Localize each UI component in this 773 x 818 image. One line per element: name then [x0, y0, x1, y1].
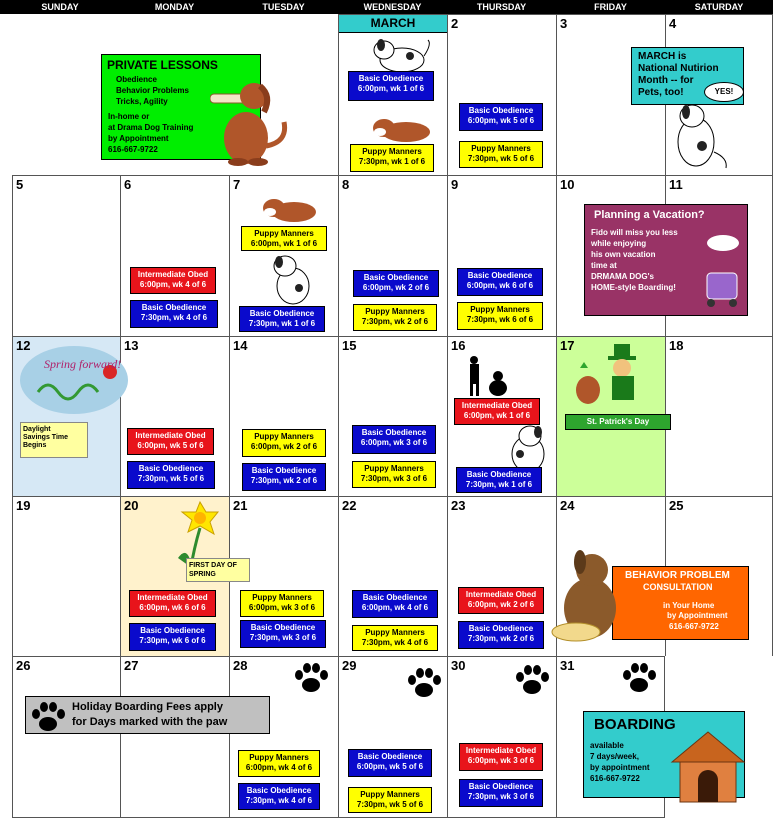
- nutrition-line: Pets, too!: [638, 87, 684, 98]
- holiday-line: Holiday Boarding Fees apply: [72, 701, 223, 713]
- paw-icon: [406, 666, 442, 700]
- spring-line: SPRING: [189, 571, 216, 578]
- date-number: 21: [233, 498, 248, 513]
- sleeping-dog-clipart: [370, 108, 434, 144]
- event-title: Puppy Manners: [254, 229, 314, 238]
- spring-line: FIRST DAY OF: [189, 562, 237, 569]
- day-cell-5: [12, 175, 120, 336]
- date-number: 27: [124, 658, 139, 673]
- date-number: 7: [233, 177, 241, 192]
- doghouse-clipart: [668, 728, 748, 806]
- service-item: Tricks, Agility: [116, 97, 168, 106]
- event-intermediate-obedience[interactable]: [129, 590, 216, 617]
- holiday-line: for Days marked with the paw: [72, 716, 228, 728]
- event-time: 6:00pm, wk 1 of 6: [357, 84, 425, 93]
- event-puppy-manners[interactable]: [240, 590, 324, 617]
- event-time: 7:30pm, wk 6 of 6: [139, 636, 206, 645]
- date-number: 24: [560, 498, 575, 513]
- date-number: 30: [451, 658, 466, 673]
- nutrition-line: National Nutirion: [638, 63, 719, 74]
- date-number: 28: [233, 658, 248, 673]
- event-basic-obedience[interactable]: [459, 103, 543, 131]
- event-title: Puppy Manners: [365, 307, 425, 316]
- sleeping-dog-clipart: [260, 190, 322, 226]
- private-lessons-services: [116, 74, 189, 107]
- event-time: 7:30pm, wk 4 of 6: [140, 313, 208, 322]
- event-basic-obedience[interactable]: [239, 306, 325, 332]
- event-title: Basic Obedience: [246, 786, 312, 795]
- date-number: 26: [16, 658, 31, 673]
- event-basic-obedience[interactable]: [456, 467, 542, 493]
- event-title: Basic Obedience: [141, 303, 207, 312]
- chewing-dog-clipart: [550, 548, 626, 648]
- vacation-line: DRMAMA DOG's: [591, 272, 654, 281]
- event-title: Basic Obedience: [362, 593, 428, 602]
- event-title: Intermediate Obed: [135, 431, 206, 440]
- st-patricks-label: St. Patrick's Day: [565, 414, 671, 430]
- event-title: Puppy Manners: [360, 790, 420, 799]
- event-time: 6:00pm, wk 2 of 6: [467, 600, 535, 609]
- event-puppy-manners[interactable]: [352, 461, 436, 488]
- event-basic-obedience[interactable]: [352, 425, 436, 454]
- event-time: 6:00pm, wk 6 of 6: [139, 603, 206, 612]
- event-puppy-manners[interactable]: [242, 429, 326, 457]
- weekday-friday: FRIDAY: [594, 2, 627, 12]
- date-number: 25: [669, 498, 684, 513]
- event-title: Basic Obedience: [468, 624, 534, 633]
- boarding-details: [590, 740, 650, 784]
- date-number: 23: [451, 498, 466, 513]
- event-time: 6:00pm, wk 5 of 6: [467, 116, 535, 125]
- dog-with-bone-clipart: [210, 76, 290, 168]
- boarding-line: by appointment: [590, 763, 650, 772]
- event-time: 7:30pm, wk 3 of 6: [467, 792, 535, 801]
- dog-clipart: [265, 254, 321, 306]
- event-basic-obedience[interactable]: [459, 779, 543, 807]
- weekday-wednesday: WEDNESDAY: [363, 2, 422, 12]
- event-basic-obedience[interactable]: [127, 461, 215, 489]
- paw-icon: [293, 661, 329, 695]
- behavior-line: in Your Home: [663, 601, 715, 610]
- event-title: Basic Obedience: [467, 271, 533, 280]
- event-time: 7:30pm, wk 4 of 6: [245, 796, 313, 805]
- date-number: 3: [560, 16, 568, 31]
- behavior-line: BEHAVIOR PROBLEM: [625, 570, 730, 581]
- event-intermediate-obedience[interactable]: [459, 743, 543, 771]
- date-number: 9: [451, 177, 459, 192]
- dst-line: Daylight: [23, 426, 51, 433]
- vacation-line: HOME-style Boarding!: [591, 283, 676, 292]
- event-basic-obedience[interactable]: [242, 463, 326, 491]
- behavior-line: by Appointment: [667, 611, 728, 620]
- event-time: 6:00pm, wk 2 of 6: [362, 283, 430, 292]
- date-number: 18: [669, 338, 684, 353]
- event-basic-obedience[interactable]: [352, 590, 438, 618]
- service-item: Behavior Problems: [116, 86, 189, 95]
- date-number: 29: [342, 658, 357, 673]
- event-title: Intermediate Obed: [137, 593, 208, 602]
- weekday-sunday: SUNDAY: [41, 2, 79, 12]
- vacation-line: time at: [591, 261, 617, 270]
- event-title: Basic Obedience: [140, 626, 205, 635]
- event-time: 7:30pm, wk 2 of 6: [361, 317, 429, 326]
- event-title: Puppy Manners: [471, 144, 531, 153]
- vacation-line: Fido will miss you less: [591, 228, 678, 237]
- contact-line: In-home or: [108, 112, 150, 121]
- paw-icon: [30, 700, 66, 734]
- vacation-line: while enjoying: [591, 239, 647, 248]
- event-title: Basic Obedience: [466, 470, 532, 479]
- first-day-of-spring-note: [186, 558, 250, 582]
- event-time: 6:00pm, wk 4 of 6: [361, 603, 429, 612]
- event-puppy-manners[interactable]: [352, 625, 438, 651]
- event-time: 7:30pm, wk 3 of 6: [360, 474, 428, 483]
- event-puppy-manners[interactable]: [350, 144, 434, 172]
- event-title: Basic Obedience: [251, 466, 317, 475]
- event-puppy-manners[interactable]: [348, 787, 432, 813]
- trainer-and-dog-clipart: [464, 354, 510, 398]
- event-puppy-manners[interactable]: [459, 141, 543, 168]
- suitcase-dog-clipart: [697, 229, 747, 309]
- date-number: 11: [669, 177, 683, 192]
- event-time: 7:30pm, wk 3 of 6: [249, 633, 317, 642]
- vacation-box: [584, 204, 748, 316]
- event-puppy-manners[interactable]: [241, 226, 327, 251]
- event-time: 7:30pm, wk 2 of 6: [250, 476, 318, 485]
- event-time: 7:30pm, wk 4 of 6: [361, 638, 429, 647]
- event-basic-obedience[interactable]: [353, 270, 439, 297]
- event-title: Intermediate Obed: [461, 401, 533, 410]
- event-title: Puppy Manners: [249, 753, 309, 762]
- nutrition-line: Month -- for: [638, 75, 694, 86]
- event-basic-obedience[interactable]: [348, 749, 432, 777]
- event-title: Basic Obedience: [249, 309, 315, 318]
- private-lessons-contact: [108, 111, 193, 155]
- event-title: Puppy Manners: [254, 432, 314, 441]
- event-time: 7:30pm, wk 2 of 6: [467, 634, 535, 643]
- boarding-title: BOARDING: [594, 716, 676, 733]
- day-cell-27: [120, 656, 229, 818]
- date-number: 16: [451, 338, 466, 353]
- date-number: 17: [560, 338, 575, 353]
- event-intermediate-obedience[interactable]: [130, 267, 216, 294]
- event-time: 6:00pm, wk 1 of 6: [250, 239, 318, 248]
- behavior-line: CONSULTATION: [643, 582, 713, 592]
- event-title: Intermediate Obed: [137, 270, 209, 279]
- event-time: 6:00pm, wk 5 of 6: [356, 762, 424, 771]
- event-time: 7:30pm, wk 1 of 6: [465, 480, 533, 489]
- date-number: 10: [560, 177, 575, 192]
- event-time: 7:30pm, wk 1 of 6: [358, 157, 426, 166]
- contact-line: at Drama Dog Training: [108, 123, 194, 132]
- date-number: 13: [124, 338, 139, 353]
- event-intermediate-obedience[interactable]: [458, 587, 544, 614]
- event-title: Basic Obedience: [468, 106, 534, 115]
- event-title: Basic Obedience: [250, 623, 316, 632]
- event-basic-obedience[interactable]: [458, 621, 544, 649]
- weekday-saturday: SATURDAY: [694, 2, 744, 12]
- event-time: 7:30pm, wk 6 of 6: [466, 315, 534, 324]
- date-number: 6: [124, 177, 132, 192]
- date-number: 2: [451, 16, 459, 31]
- event-title: Puppy Manners: [364, 464, 424, 473]
- private-lessons-title: PRIVATE LESSONS: [107, 58, 218, 72]
- st-patricks-clipart: [570, 340, 662, 416]
- event-time: 7:30pm, wk 1 of 6: [248, 319, 316, 328]
- contact-line: by Appointment: [108, 134, 169, 143]
- event-intermediate-obedience[interactable]: [454, 398, 540, 425]
- event-time: 7:30pm, wk 5 of 6: [467, 154, 535, 163]
- event-title: Intermediate Obed: [465, 590, 537, 599]
- contact-line: 616-667-9722: [108, 145, 158, 154]
- paw-icon: [514, 663, 550, 697]
- vacation-text: [591, 227, 678, 293]
- date-number: 14: [233, 338, 248, 353]
- date-number: 8: [342, 177, 350, 192]
- weekday-thursday: THURSDAY: [476, 2, 527, 12]
- event-title: Intermediate Obed: [465, 746, 537, 755]
- event-time: 6:00pm, wk 4 of 6: [139, 280, 207, 289]
- event-time: 6:00pm, wk 3 of 6: [360, 438, 428, 447]
- service-item: Obedience: [116, 75, 157, 84]
- event-time: 7:30pm, wk 5 of 6: [137, 474, 205, 483]
- event-basic-obedience[interactable]: [130, 300, 218, 328]
- boarding-line: available: [590, 741, 624, 750]
- boarding-line: 616-667-9722: [590, 774, 640, 783]
- day-cell-26: [12, 656, 120, 818]
- dog-clipart: [666, 102, 730, 172]
- event-title: Puppy Manners: [362, 147, 422, 156]
- dst-line: Savings Time: [23, 434, 69, 441]
- event-title: Basic Obedience: [358, 74, 424, 83]
- event-title: Basic Obedience: [357, 752, 423, 761]
- day-cell-19: [12, 496, 120, 656]
- event-title: Puppy Manners: [252, 593, 312, 602]
- day-cell-18: [665, 336, 773, 496]
- event-time: 6:00pm, wk 2 of 6: [250, 442, 318, 451]
- date-number: 5: [16, 177, 24, 192]
- vacation-title: Planning a Vacation?: [594, 209, 705, 221]
- event-time: 6:00pm, wk 4 of 6: [245, 763, 313, 772]
- date-number: 4: [669, 16, 677, 31]
- event-basic-obedience[interactable]: [240, 620, 326, 648]
- date-number: 12: [16, 338, 31, 353]
- spring-forward-clipart: [18, 342, 130, 416]
- month-label: MARCH: [339, 15, 447, 33]
- date-number: 19: [16, 498, 31, 513]
- event-title: Basic Obedience: [138, 464, 204, 473]
- weekday-tuesday: TUESDAY: [262, 2, 305, 12]
- dog-clipart: [372, 36, 432, 76]
- behavior-consultation-box: [612, 566, 749, 640]
- event-basic-obedience[interactable]: [348, 71, 434, 101]
- spring-forward-text: Spring forward!: [44, 357, 122, 371]
- dst-line: Begins: [23, 442, 47, 449]
- event-puppy-manners[interactable]: [353, 304, 437, 331]
- event-time: 6:00pm, wk 5 of 6: [137, 441, 204, 450]
- weekday-monday: MONDAY: [154, 2, 195, 12]
- event-puppy-manners[interactable]: [238, 750, 320, 777]
- event-basic-obedience[interactable]: [457, 268, 543, 296]
- event-title: Basic Obedience: [468, 782, 534, 791]
- vacation-line: his own vacation: [591, 250, 656, 259]
- event-time: 6:00pm, wk 6 of 6: [466, 281, 534, 290]
- event-title: Basic Obedience: [361, 428, 427, 437]
- nutrition-line: MARCH is: [638, 51, 687, 62]
- event-time: 6:00pm, wk 3 of 6: [467, 756, 535, 765]
- event-time: 6:00pm, wk 3 of 6: [248, 603, 316, 612]
- event-title: Puppy Manners: [470, 305, 530, 314]
- behavior-line: 616-667-9722: [669, 622, 719, 631]
- date-number: 15: [342, 338, 357, 353]
- event-title: Basic Obedience: [363, 273, 429, 282]
- date-number: 22: [342, 498, 357, 513]
- event-title: Puppy Manners: [365, 628, 425, 637]
- boarding-line: 7 days/week,: [590, 752, 639, 761]
- event-basic-obedience[interactable]: [238, 783, 320, 810]
- event-basic-obedience[interactable]: [129, 623, 216, 651]
- date-number: 20: [124, 498, 139, 513]
- event-intermediate-obedience[interactable]: [127, 428, 214, 455]
- yes-speech-bubble: YES!: [704, 82, 744, 102]
- paw-icon: [621, 661, 657, 695]
- dst-note: [20, 422, 88, 458]
- event-puppy-manners[interactable]: [457, 302, 543, 330]
- event-time: 6:00pm, wk 1 of 6: [463, 411, 531, 420]
- date-number: 31: [560, 658, 575, 673]
- event-time: 7:30pm, wk 5 of 6: [356, 800, 424, 809]
